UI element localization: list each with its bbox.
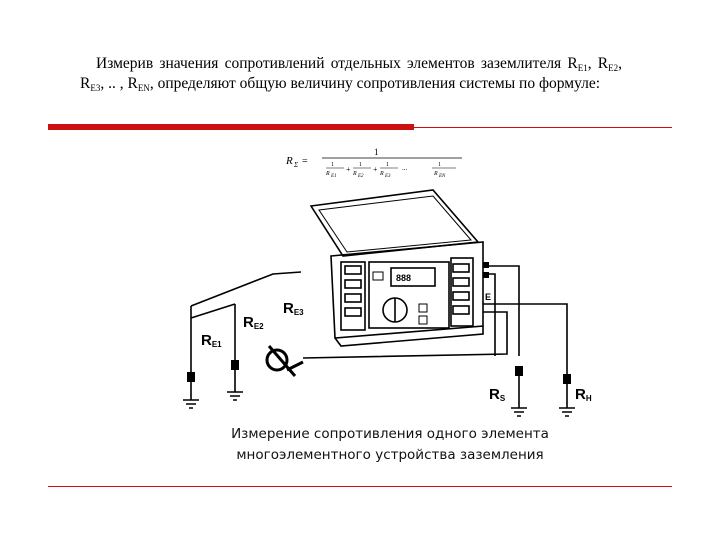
formula-term-n	[432, 162, 456, 179]
meter-lid-inner	[319, 196, 471, 252]
label-r: R	[489, 386, 500, 403]
red-divider-bar	[48, 124, 414, 130]
meter-indicator	[419, 304, 427, 312]
sub-e1: E1	[577, 63, 588, 73]
term-sub: E3	[385, 174, 391, 179]
label-rs	[489, 386, 505, 403]
label-r: R	[243, 314, 254, 331]
formula-lhs-sub: Σ	[294, 161, 299, 169]
label-re3	[283, 300, 304, 317]
term-r: R	[434, 171, 438, 177]
label-r: R	[283, 300, 294, 317]
formula-equals: =	[302, 156, 308, 167]
terminal-letter-e: E	[485, 292, 492, 302]
label-sub: E2	[253, 322, 264, 331]
electrode-stake	[515, 366, 523, 376]
label-rh	[575, 386, 592, 403]
meter-lid	[311, 190, 478, 256]
wire-h	[483, 266, 519, 356]
ground-electrode-s	[511, 372, 527, 416]
bottom-divider-line	[48, 486, 672, 487]
paragraph-text-start: Измерив значения сопротивлений отдельных элементов заземлителя R	[96, 55, 578, 72]
paragraph-sep: , .. , R	[100, 75, 138, 92]
formula-plus: +	[346, 165, 351, 174]
label-re2	[243, 314, 264, 331]
term-numerator: 1	[438, 162, 441, 168]
term-sub: E2	[358, 174, 364, 179]
figure-caption	[183, 424, 597, 466]
term-numerator: 1	[386, 162, 389, 168]
label-r: R	[575, 386, 586, 403]
meter-button	[345, 294, 361, 302]
label-re1	[201, 332, 222, 349]
red-divider-line	[414, 127, 672, 128]
meter-button	[345, 308, 361, 316]
wire-s	[483, 274, 495, 356]
formula-numerator: 1	[374, 147, 379, 157]
sub-e2: E2	[608, 63, 619, 73]
term-r: R	[353, 171, 357, 177]
caption-line-1: Измерение сопротивления одного элемента	[231, 426, 549, 442]
circuit-diagram	[183, 186, 597, 422]
label-sub: E3	[293, 308, 304, 317]
ground-electrode-h	[559, 382, 575, 416]
ground-link	[191, 304, 235, 318]
formula-lhs: R	[286, 155, 293, 167]
ground-electrode-1	[183, 380, 199, 408]
label-sub: S	[499, 394, 506, 403]
term-r: R	[380, 171, 384, 177]
sub-en: EN	[137, 83, 150, 93]
meter-indicator	[419, 316, 427, 324]
terminal-dot	[483, 272, 489, 278]
term-sub: EN	[439, 174, 446, 179]
paragraph-sep: , R	[80, 55, 622, 92]
terminal-dot	[483, 262, 489, 268]
caption-line-2: многоэлементного устройства заземления	[236, 447, 544, 463]
meter-button	[345, 280, 361, 288]
paragraph-sep: , R	[587, 55, 609, 72]
meter-terminal-button	[453, 292, 469, 300]
formula-term-2	[352, 162, 371, 179]
electrode-stake	[187, 372, 195, 382]
display-readout: 888	[396, 273, 412, 283]
formula-ellipsis: ...	[402, 164, 408, 172]
term-numerator: 1	[331, 162, 334, 168]
term-r: R	[326, 171, 330, 177]
meter-terminal-button	[453, 278, 469, 286]
term-sub: E1	[331, 174, 337, 179]
meter-button	[345, 266, 361, 274]
grounding-measurement-figure	[183, 186, 597, 478]
ground-electrode-2	[227, 368, 243, 400]
formula-term-3	[379, 162, 398, 179]
label-r: R	[201, 332, 212, 349]
electrode-stake	[563, 374, 571, 384]
label-sub: E1	[211, 340, 222, 349]
meter-terminal-button	[453, 264, 469, 272]
meter-indicator	[373, 272, 383, 280]
formula-term-1	[325, 162, 344, 179]
electrode-stake	[231, 360, 239, 370]
formula-plus: +	[373, 165, 378, 174]
term-numerator: 1	[359, 162, 362, 168]
meter-terminal-button	[453, 306, 469, 314]
label-sub: H	[585, 394, 592, 403]
sub-e3: E3	[90, 83, 101, 93]
paragraph-text-end: , определяют общую величину сопротивления системы по формуле:	[149, 75, 601, 92]
meter-body	[331, 242, 483, 338]
intro-paragraph	[80, 54, 622, 94]
formula	[286, 144, 466, 184]
